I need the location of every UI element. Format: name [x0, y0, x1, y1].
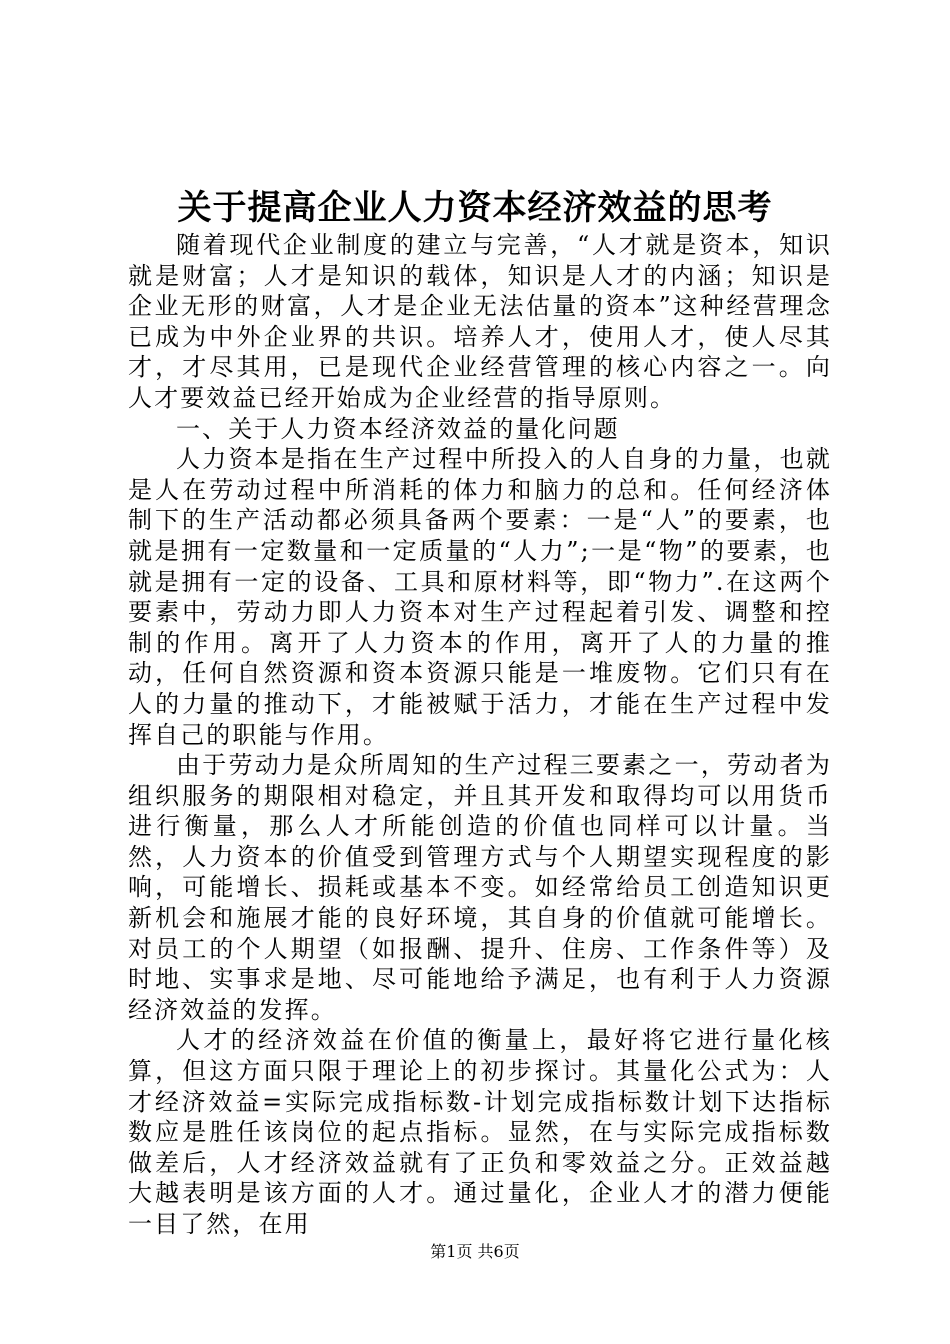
page-number-footer: 第1页 共6页 [430, 1242, 520, 1261]
document-body [128, 230, 832, 1240]
section-heading: 一、关于人力资本经济效益的量化问题 [176, 414, 620, 443]
paragraph-human-capital: 人力资本是指在生产过程中所投入的人自身的力量，也就是人在劳动过程中所消耗的体力和脑力的总和。任何经济体制下的生产活动都必须具备两个要素：一是“人”的要素，也就是拥有一定数量和一定质量的“人力”;一是“物”的要素，也就是拥有一定的设备、工具和原材料等，即“物力”.在这两个要素中，劳动力即人力资本对生产过程起着引发、调整和控制的作用。离开了人力资本的作用，离开了人的力量的推动，任何自然资源和资本资源只能是一堆废物。它们只有在人的力量的推动下，才能被赋于活力，才能在生产过程中发挥自己的职能与作用。 [128, 445, 832, 749]
paragraph-labor-value: 由于劳动力是众所周知的生产过程三要素之一，劳动者为组织服务的期限相对稳定，并且其开发和取得均可以用货币进行衡量，那么人才所能创造的价值也同样可以计量。当然，人力资本的价值受到管理方式与个人期望实现程度的影响，可能增长、损耗或基本不变。如经常给员工创造知识更新机会和施展才能的良好环境，其自身的价值就可能增长。对员工的个人期望（如报酬、提升、住房、工作条件等）及时地、实事求是地、尽可能地给予满足，也有利于人力资源经济效益的发挥。 [128, 751, 832, 1024]
document-title: 关于提高企业人力资本经济效益的思考 [177, 188, 773, 228]
paragraph-quantification: 人才的经济效益在价值的衡量上，最好将它进行量化核算，但这方面只限于理论上的初步探讨。其量化公式为：人才经济效益=实际完成指标数-计划完成指标数计划下达指标数应是胜任该岗位的起点指标。显然，在与实际完成指标数做差后，人才经济效益就有了正负和零效益之分。正效益越大越表明是该方面的人才。通过量化，企业人才的潜力便能一目了然，在用 [128, 1026, 832, 1238]
paragraph-intro: 随着现代企业制度的建立与完善，“人才就是资本，知识就是财富；人才是知识的载体，知识是人才的内涵；知识是企业无形的财富，人才是企业无法估量的资本”这种经营理念已成为中外企业界的共识。培养人才，使用人才，使人尽其才，才尽其用，已是现代企业经营管理的核心内容之一。向人才要效益已经开始成为企业经营的指导原则。 [128, 231, 832, 412]
